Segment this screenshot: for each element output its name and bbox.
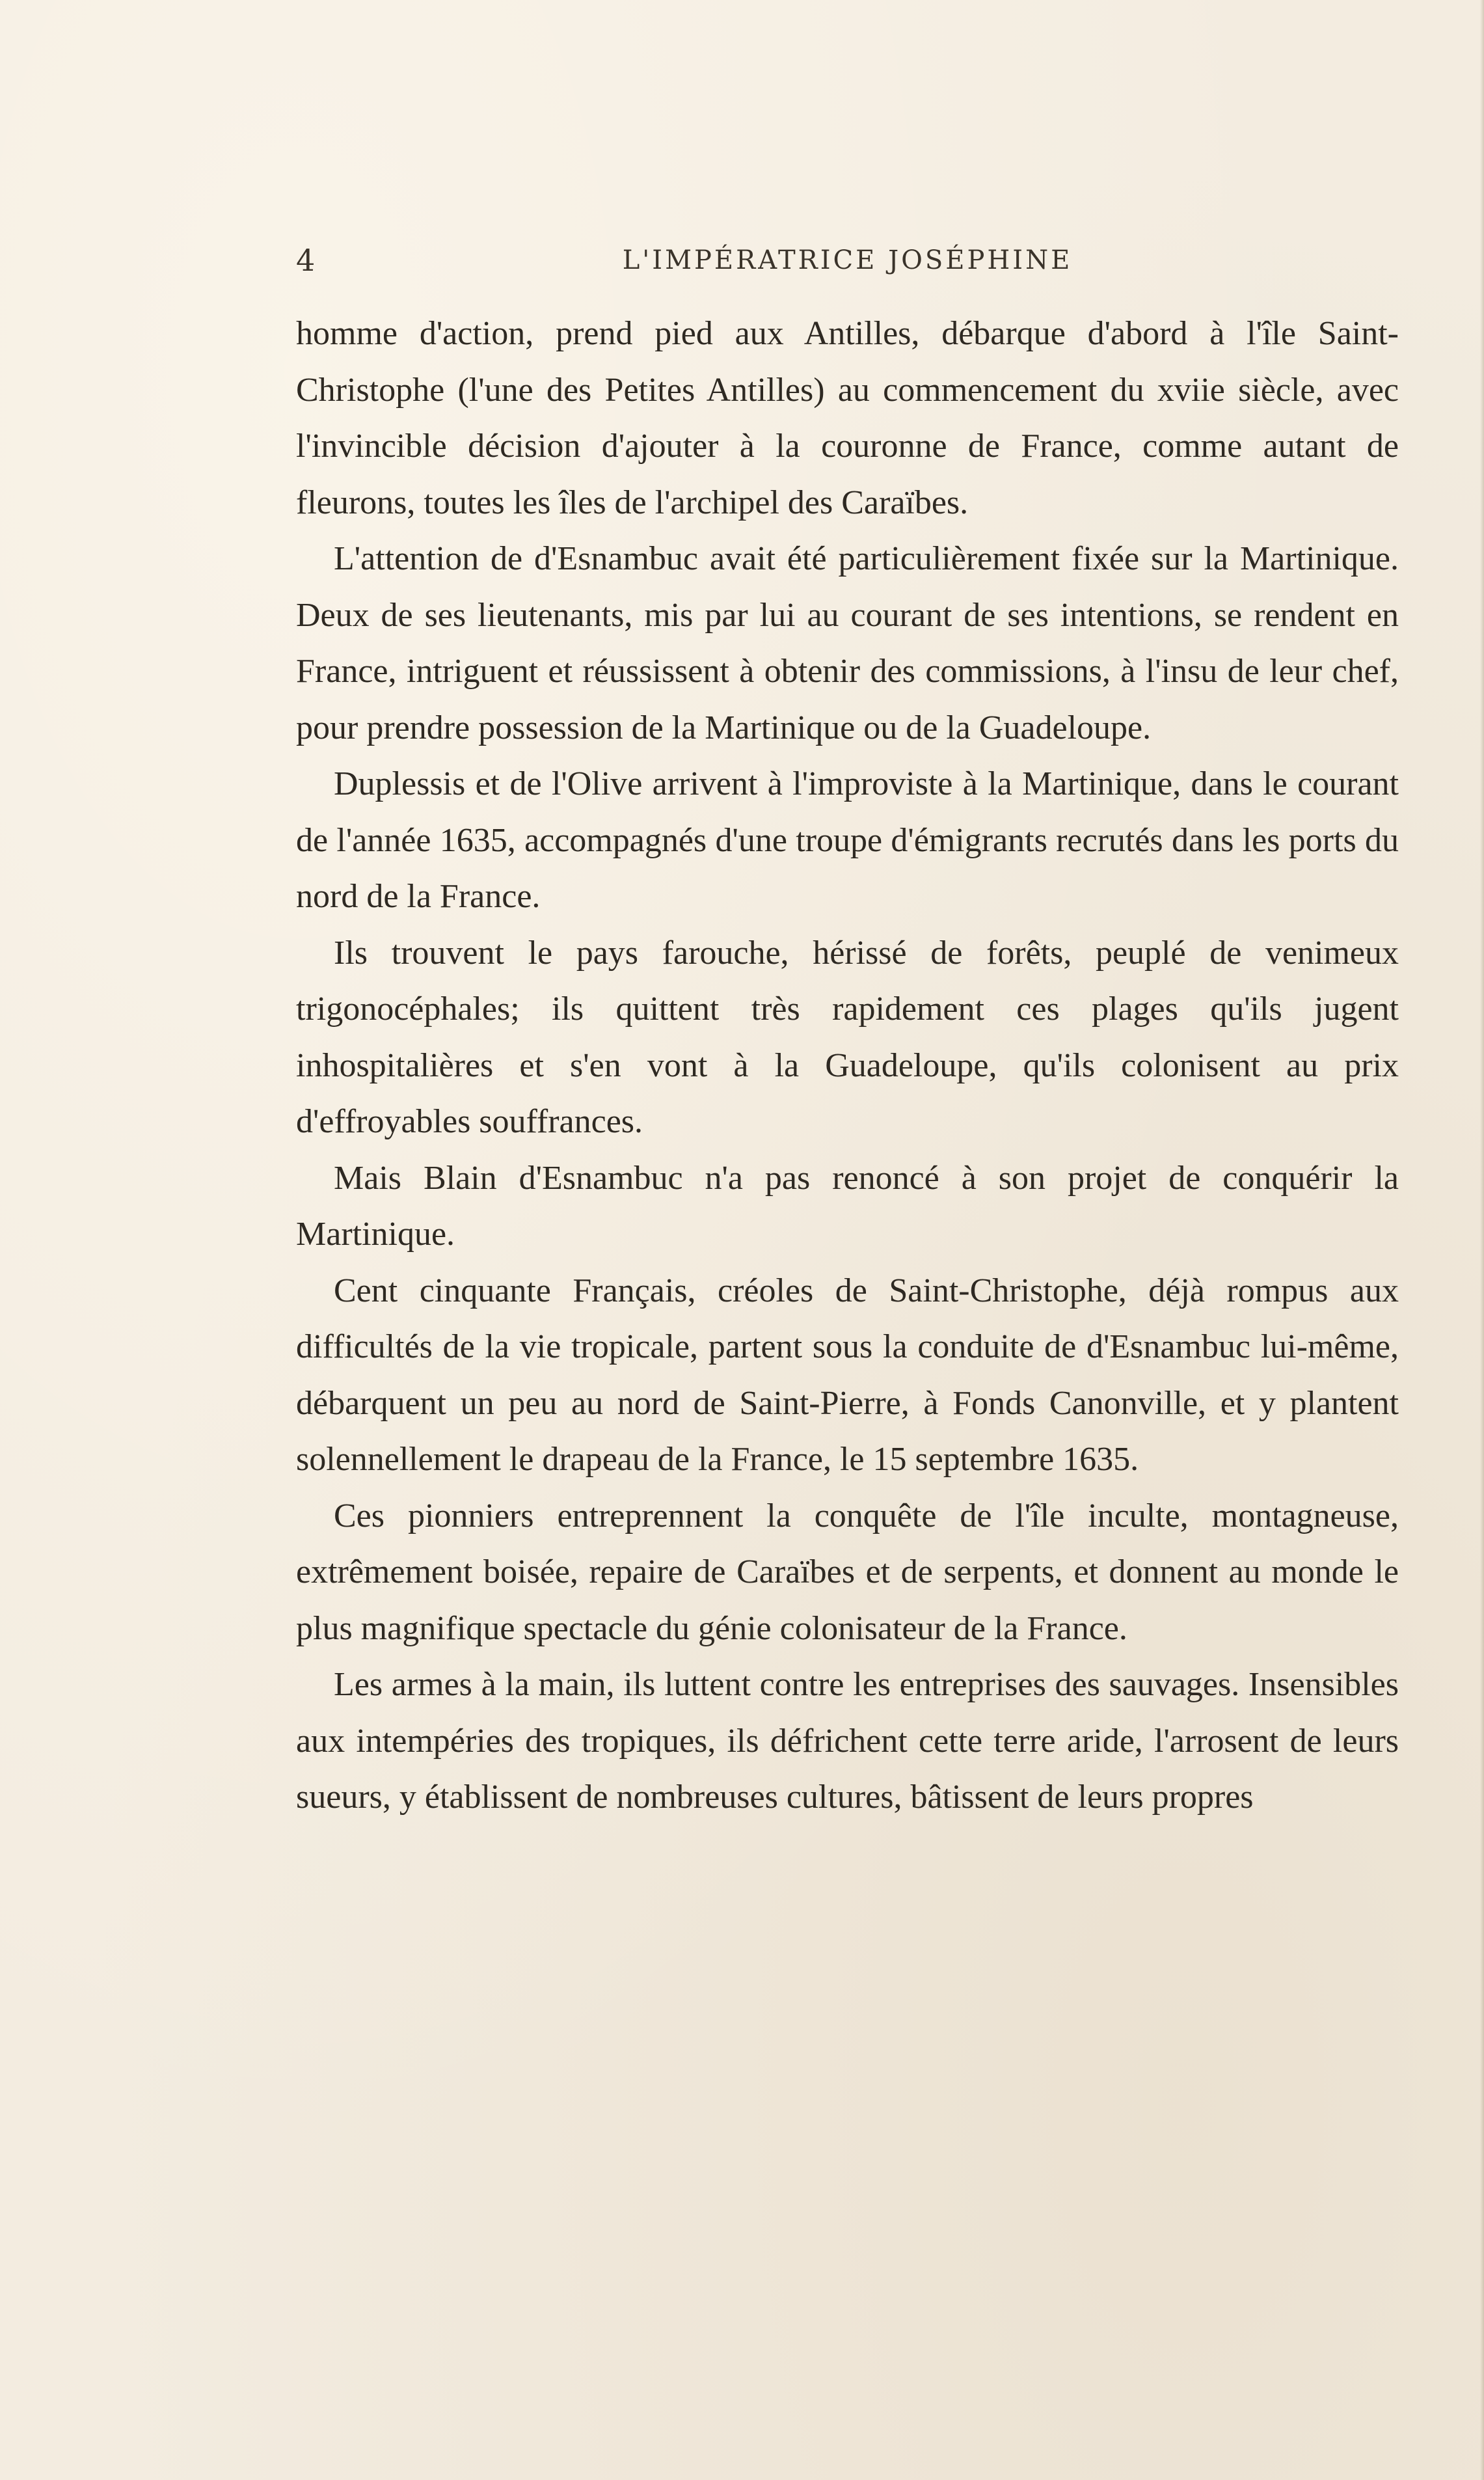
page-number: 4 bbox=[296, 243, 316, 278]
paragraph: Mais Blain d'Esnambuc n'a pas renoncé à son projet de conquérir la Martinique. bbox=[296, 1159, 1399, 1253]
running-title: L'IMPÉRATRICE JOSÉPHINE bbox=[622, 245, 1073, 275]
body-text bbox=[296, 306, 1399, 1826]
paragraph: Les armes à la main, ils luttent contre les entreprises des sauvages. Insensibles aux intempéries des tropiques, ils défrichent cette terre aride, l'arrosent de leurs sueurs, y établissent de nombreuses cultures, bâtissent de leurs propres bbox=[296, 1666, 1399, 1816]
page-edge-shadow bbox=[1480, 0, 1484, 2480]
paragraph: homme d'action, prend pied aux Antilles, débarque d'abord à l'île Saint-Christophe (l'une des Petites Antilles) au commencement du xviie siècle, avec l'invincible décision d'ajouter à la couronne de France, comme autant de fleurons, toutes les îles de l'archipel des Caraïbes. bbox=[296, 315, 1399, 521]
paragraph: Ces pionniers entreprennent la conquête de l'île inculte, montagneuse, extrêmement boisée, repaire de Caraïbes et de serpents, et donnent au monde le plus magnifique spectacle du génie colonisateur de la France. bbox=[296, 1497, 1399, 1647]
running-head bbox=[296, 238, 1399, 283]
paragraph: Ils trouvent le pays farouche, hérissé de forêts, peuplé de venimeux trigonocéphales; ils quittent très rapidement ces plages qu'ils jugent inhospitalières et s'en vont à la Guadeloupe, qu'ils colonisent au prix d'effroyables souffrances. bbox=[296, 934, 1399, 1140]
paragraph: Cent cinquante Français, créoles de Saint-Christophe, déjà rompus aux difficultés de la vie tropicale, partent sous la conduite de d'Esnambuc lui-même, débarquent un peu au nord de Saint-Pierre, à Fonds Canonville, et y plantent solennellement le drapeau de la France, le 15 septembre 1635. bbox=[296, 1272, 1399, 1478]
paragraph: Duplessis et de l'Olive arrivent à l'improviste à la Martinique, dans le courant de l'année 1635, accompagnés d'une troupe d'émigrants recrutés dans les ports du nord de la France. bbox=[296, 765, 1399, 915]
paragraph: L'attention de d'Esnambuc avait été particulièrement fixée sur la Martinique. Deux de ses lieutenants, mis par lui au courant de ses intentions, se rendent en France, intriguent et réussissent à obtenir des commissions, à l'insu de leur chef, pour prendre possession de la Martinique ou de la Guadeloupe. bbox=[296, 540, 1399, 746]
